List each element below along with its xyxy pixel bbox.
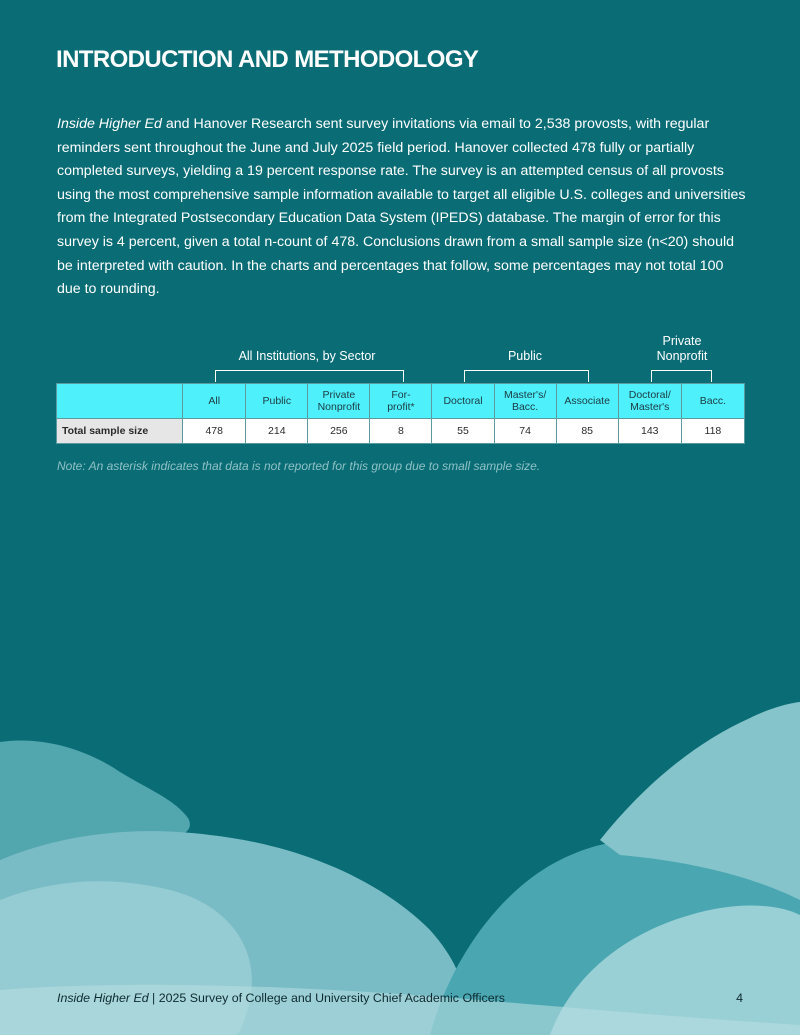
table-cell: 74 [494,419,556,444]
table-row [57,419,745,444]
column-header [308,384,370,419]
column-header-line: Public [262,395,292,407]
footer-survey: 2025 Survey of College and University Chief Academic Officers [158,991,505,1005]
column-header-line: Master's [630,401,670,413]
column-header-line: All [208,395,221,407]
group-label-sector: All Institutions, by Sector [238,349,376,363]
column-header [432,384,494,419]
table-cell: 55 [432,419,494,444]
column-header [246,384,308,419]
column-header-line: Nonprofit [317,401,361,413]
column-header-line: profit* [387,401,415,413]
column-header [618,384,681,419]
footer-separator: | [148,991,159,1005]
table-cell: 214 [246,419,308,444]
group-label-private-nonprofit [636,334,728,364]
column-header-line: Bacc. [699,395,727,407]
column-header [183,384,246,419]
table-cell: 118 [681,419,744,444]
column-header [494,384,556,419]
intro-text: and Hanover Research sent survey invitations via email to 2,538 provosts, with regular reminders sent throughout the June and July 2025 field period. Hanover collected 478 fully or partially completed surveys, yielding a 19 percent response rate. The survey is an attempted census of all provosts using the most comprehensive sample information available to target all eligible U.S. colleges and universities from the Integrated Postsecondary Education Data System (IPEDS) database. The margin of error for this survey is 4 percent, given a total n-count of 478. Conclusions drawn from a small sample size (n<20) should be interpreted with caution. In the charts and percentages that follow, some percentages may not total 100 due to rounding. [57,116,746,298]
column-header-line: Associate [564,395,610,407]
group-bracket-private-nonprofit [651,370,712,382]
column-header-line: Bacc. [511,401,539,413]
group-bracket-public [464,370,589,382]
page-number: 4 [736,991,743,1005]
column-header [556,384,618,419]
column-header [370,384,432,419]
table-cell: 143 [618,419,681,444]
table-cell: 85 [556,419,618,444]
footer-title [57,991,505,1005]
footer-publication: Inside Higher Ed [57,991,149,1005]
table-cell: 8 [370,419,432,444]
table-cell: 478 [183,419,246,444]
column-header-line: Private [322,389,356,401]
group-bracket-sector [215,370,404,382]
sample-size-table [56,383,745,444]
group-label-private-line1: Private [662,334,702,348]
group-label-public: Public [507,349,543,363]
column-header-line: Doctoral [443,395,483,407]
column-header-line: Doctoral/ [628,389,671,401]
publication-name: Inside Higher Ed [57,116,162,132]
column-header-line: For- [391,389,411,401]
group-label-private-line2: Nonprofit [656,349,708,363]
header-blank-cell [57,384,183,419]
row-label: Total sample size [57,419,183,444]
table-cell: 256 [308,419,370,444]
intro-paragraph [57,113,747,302]
column-header [681,384,744,419]
table-header-row [57,384,745,419]
page-title: INTRODUCTION AND METHODOLOGY [56,46,479,73]
table-note: Note: An asterisk indicates that data is not reported for this group due to small sample size. [57,459,541,473]
column-header-line: Master's/ [503,389,547,401]
page-footer [57,991,743,1005]
